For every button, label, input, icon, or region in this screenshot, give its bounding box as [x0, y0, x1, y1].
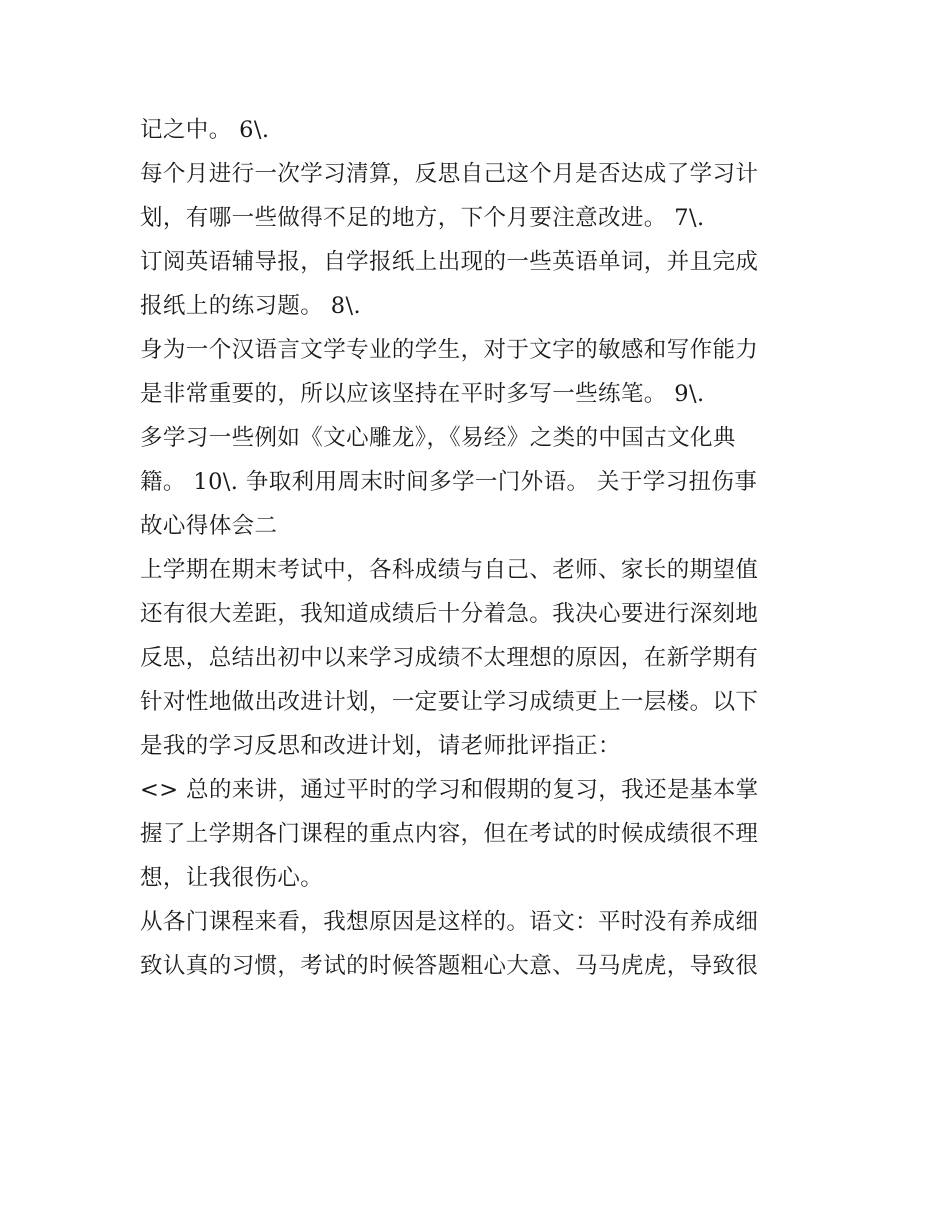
- section-title: 故心得体会二: [140, 513, 278, 539]
- text-line: <> 总的来讲，通过平时的学习和假期的复习，我还是基本掌: [140, 777, 759, 803]
- text-line: 是我的学习反思和改进计划，请老师批评指正：: [140, 733, 621, 759]
- text-line: 致认真的习惯，考试的时候答题粗心大意、马马虎虎，导致很: [140, 953, 759, 979]
- text-line: 多学习一些例如《文心雕龙》，《易经》之类的中国古文化典: [140, 425, 736, 451]
- text-line: 反思，总结出初中以来学习成绩不太理想的原因，在新学期有: [140, 645, 759, 671]
- text-line: 身为一个汉语言文学专业的学生，对于文字的敏感和写作能力: [140, 337, 759, 363]
- text-line: 还有很大差距，我知道成绩后十分着急。我决心要进行深刻地: [140, 601, 759, 627]
- document-page: [140, 108, 820, 988]
- text-line: 籍。 10\. 争取利用周末时间多学一门外语。 关于学习扭伤事: [140, 469, 758, 495]
- text-line: 划，有哪一些做得不足的地方，下个月要注意改进。 7\.: [140, 205, 705, 231]
- text-line: 从各门课程来看，我想原因是这样的。语文：平时没有养成细: [140, 909, 759, 935]
- text-line: 每个月进行一次学习清算，反思自己这个月是否达成了学习计: [140, 161, 759, 187]
- text-line: 订阅英语辅导报，自学报纸上出现的一些英语单词，并且完成: [140, 249, 759, 275]
- text-line: 上学期在期末考试中，各科成绩与自己、老师、家长的期望值: [140, 557, 759, 583]
- text-line: 报纸上的练习题。 8\.: [140, 293, 362, 319]
- text-line: 记之中。 6\.: [140, 117, 270, 143]
- text-line: 是非常重要的，所以应该坚持在平时多写一些练笔。 9\.: [140, 381, 705, 407]
- text-line: 握了上学期各门课程的重点内容，但在考试的时候成绩很不理: [140, 821, 759, 847]
- text-line: 针对性地做出改进计划，一定要让学习成绩更上一层楼。以下: [140, 689, 759, 715]
- text-line: 想，让我很伤心。: [140, 865, 324, 891]
